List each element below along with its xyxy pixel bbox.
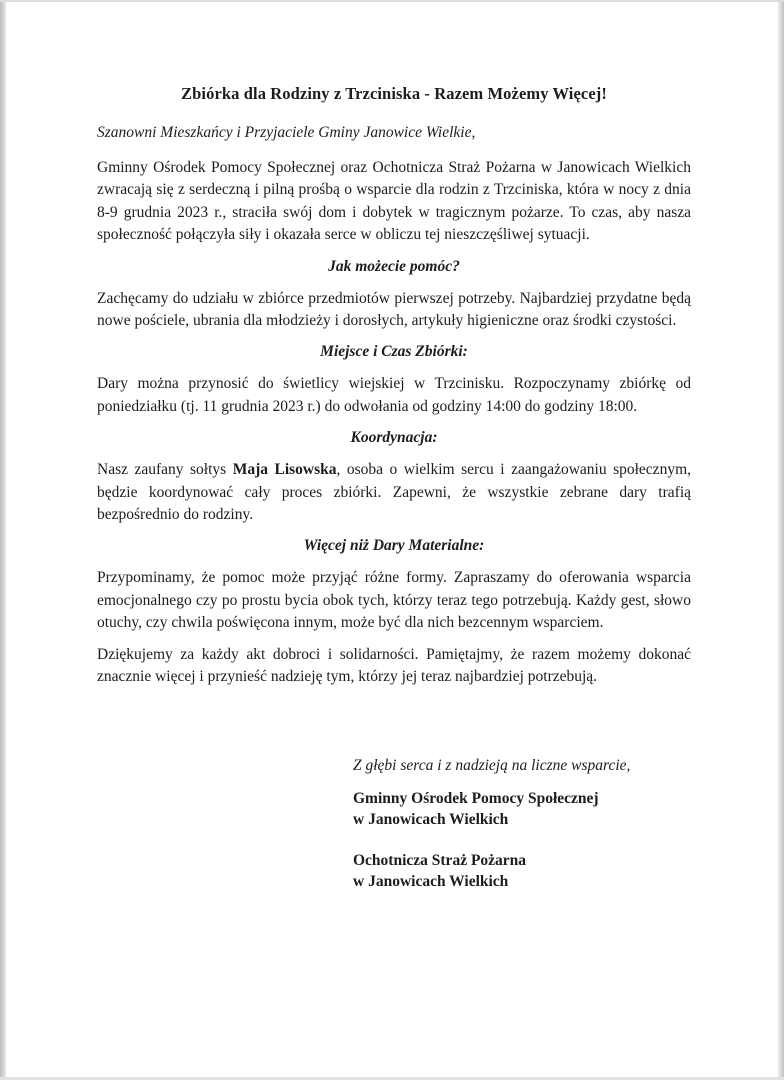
coordinator-name: Maja Lisowska (232, 461, 337, 479)
signatory-osp-location: w Janowicach Wielkich (353, 873, 509, 890)
paragraph-place-and-time: Dary można przynosić do świetlicy wiejskiej w Trzcinisku. Rozpoczynamy zbiórkę od poniedziałku (tj. 11 grudnia 2023 r.) do odwołania od godziny 14:00 do godziny 18:00. (97, 375, 691, 415)
coordination-text-after: , osoba o wielkim sercu i zaangażowaniu społecznym, będzie koordynować cały proces zbiórki. Zapewni, że wszystkie zebrane dary trafią bezpośrednio do rodziny. (97, 461, 691, 524)
page-title: Zbiórka dla Rodziny z Trzciniska - Razem Możemy Więcej! (181, 84, 607, 103)
section-heading-how-to-help: Jak możecie pomóc? (328, 257, 460, 275)
paragraph-how-to-help: Zachęcamy do udziału w zbiórce przedmiotów pierwszej potrzeby. Najbardziej przydatne będą nowe pościele, ubrania dla młodzieży i dorosłych, artykuły higieniczne oraz środki czystości. (97, 289, 691, 330)
page-edge-left (0, 0, 6, 1080)
signatory-gops-location: w Janowicach Wielkich (353, 811, 509, 828)
intro-paragraph: Gminny Ośrodek Pomocy Społecznej oraz Ochotnicza Straż Pożarna w Janowicach Wielkich zwracają się z serdeczną i pilną prośbą o wsparcie dla rodzin z Trzciniska, która w nocy z dnia 8-9 grudnia 2023 r., straciła swój dom i dobytek w tragicznym pożarze. To czas, aby nasza społeczność połączyła siły i okazała serce w obliczu tej nieszczęśliwej sytuacji. (97, 159, 691, 244)
paragraph-beyond-material: Przypominamy, że pomoc może przyjąć różne formy. Zapraszamy do oferowania wsparcia emocjonalnego czy po prostu bycia obok tych, którzy teraz tego potrzebują. Każdy gest, słowo otuchy, czy chwila poświęcona innym, może być dla nich bezcennym wsparciem. (97, 569, 691, 632)
salutation-line: Szanowni Mieszkańcy i Przyjaciele Gminy Janowice Wielkie, (97, 124, 476, 141)
letter-body (97, 83, 691, 912)
section-heading-place-and-time: Miejsce i Czas Zbiórki: (320, 343, 468, 361)
paragraph-coordination (97, 459, 691, 526)
section-heading-beyond-material: Więcej niż Dary Materialne: (303, 537, 485, 555)
section-heading-coordination: Koordynacja: (350, 429, 438, 447)
signatory-gops (353, 788, 691, 831)
signatory-osp (353, 850, 691, 893)
coordination-text-before: Nasz zaufany sołtys (97, 461, 233, 479)
closing-paragraph: Dziękujemy za każdy akt dobroci i solidarności. Pamiętajmy, że razem możemy dokonać znacznie więcej i przynieść nadzieję tym, którzy jej teraz najbardziej potrzebują. (97, 645, 691, 686)
signatory-gops-name: Gminny Ośrodek Pomocy Społecznej (353, 789, 599, 807)
page-edge-right (778, 0, 784, 1080)
signoff-block (353, 755, 691, 893)
valediction: Z głębi serca i z nadzieją na liczne wsparcie, (353, 756, 631, 774)
page-edge-top (0, 0, 784, 2)
signatory-osp-name: Ochotnicza Straż Pożarna (353, 851, 527, 869)
